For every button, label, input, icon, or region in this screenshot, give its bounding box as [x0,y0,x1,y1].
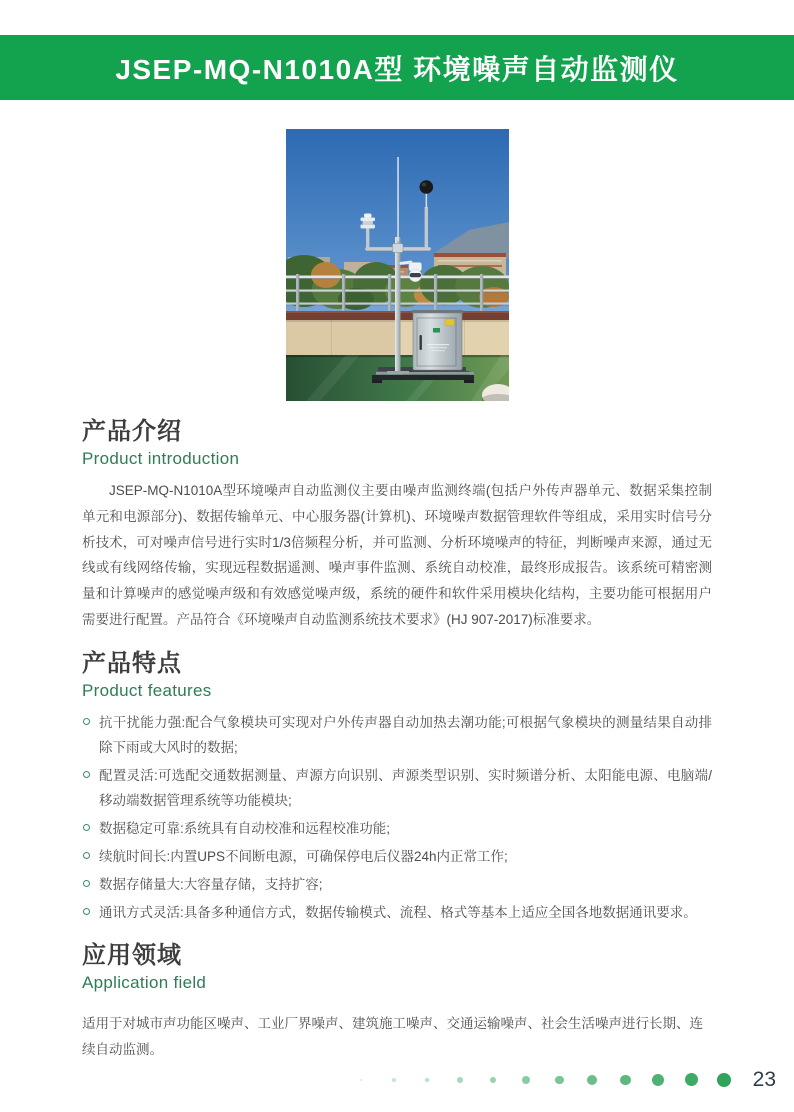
circle-outline-bullet-icon [83,852,90,859]
pagination-dot [411,1078,444,1083]
section-product-features [82,649,712,925]
pagination-dot [642,1074,675,1086]
feature-text: 数据稳定可靠:系统具有自动校准和远程校准功能; [99,820,391,836]
feature-text: 配置灵活:可选配交通数据测量、声源方向识别、声源类型识别、实时频谱分析、太阳能电源、电脑端/移动端数据管理系统等功能模块; [99,767,712,808]
features-heading-en: Product features [82,680,212,700]
pagination-dot [510,1076,543,1084]
page-number: 23 [752,1068,776,1091]
pagination-dot [708,1073,741,1087]
product-photo [286,129,509,401]
intro-paragraph: JSEP-MQ-N1010A型环境噪声自动监测仪主要由噪声监测终端(包括户外传声器单元、数据采集控制单元和电源部分)、数据传输单元、中心服务器(计算机)、环境噪声数据管理软件等组成，采用实时信号分析技术，可对噪声信号进行实时1/3倍频程分析，并可监测、分析环境噪声的特征，判断噪声来源，通过无线或有线网络传输，实现远程数据遥测、噪声事件监测、系统自动校准，最终形成报告。该系统可精密测量和计算噪声的感觉噪声级和有效感觉噪声级，系统的硬件和软件采用模块化结构，主要功能可根据用户需要进行配置。产品符合《环境噪声自动监测系统技术要求》(HJ 907-2017)标准要求。 [82,483,712,627]
pagination-dot [609,1075,642,1086]
feature-item [82,872,712,897]
pagination-dots [345,1073,741,1087]
feature-text: 续航时间长:内置UPS不间断电源，可确保停电后仪器24h内正常工作; [99,848,508,864]
equipment-cabinet [412,310,463,370]
intro-heading-en: Product introduction [82,449,240,468]
circle-outline-bullet-icon [83,824,90,831]
feature-item [82,763,712,813]
feature-text: 抗干扰能力强:配合气象模块可实现对户外传声器自动加热去潮功能;可根据气象模块的测量结果自动排除下雨或大风时的数据; [99,714,712,755]
circle-outline-bullet-icon [83,908,90,915]
pagination-dot [477,1077,510,1084]
page-content [82,417,712,1062]
section-application-field [82,941,712,1063]
application-heading-en: Application field [82,972,207,992]
page-title: JSEP-MQ-N1010A型 环境噪声自动监测仪 [115,53,679,85]
lightning-rod [397,157,399,241]
circle-outline-bullet-icon [83,880,90,887]
feature-item [82,816,712,841]
mast-pole [395,237,401,373]
circle-outline-bullet-icon [83,718,90,725]
pagination-dot [675,1073,708,1086]
intro-heading-zh: 产品介绍 [82,418,182,445]
features-heading-zh: 产品特点 [82,649,182,677]
application-paragraph: 适用于对城市声功能区噪声、工业厂界噪声、建筑施工噪声、交通运输噪声、社会生活噪声进行长期、连续自动监测。 [82,1015,703,1057]
feature-text: 通讯方式灵活:具备多种通信方式，数据传输模式、流程、格式等基本上适应全国各地数据通讯要求。 [99,904,697,920]
feature-text: 数据存储量大:大容量存储，支持扩容; [99,876,323,892]
title-bar [0,35,794,100]
pagination-dot [444,1077,477,1083]
feature-item [82,900,712,925]
station-photo-illustration [286,129,509,401]
circle-outline-bullet-icon [83,771,90,778]
application-heading-zh: 应用领域 [82,941,182,969]
features-list [82,710,712,925]
pole-base-plate [387,371,409,375]
section-product-introduction [82,417,712,633]
page-footer [345,1068,776,1092]
pagination-dot [345,1079,378,1082]
feature-item [82,710,712,760]
feature-item [82,844,712,869]
pagination-dot [378,1078,411,1082]
